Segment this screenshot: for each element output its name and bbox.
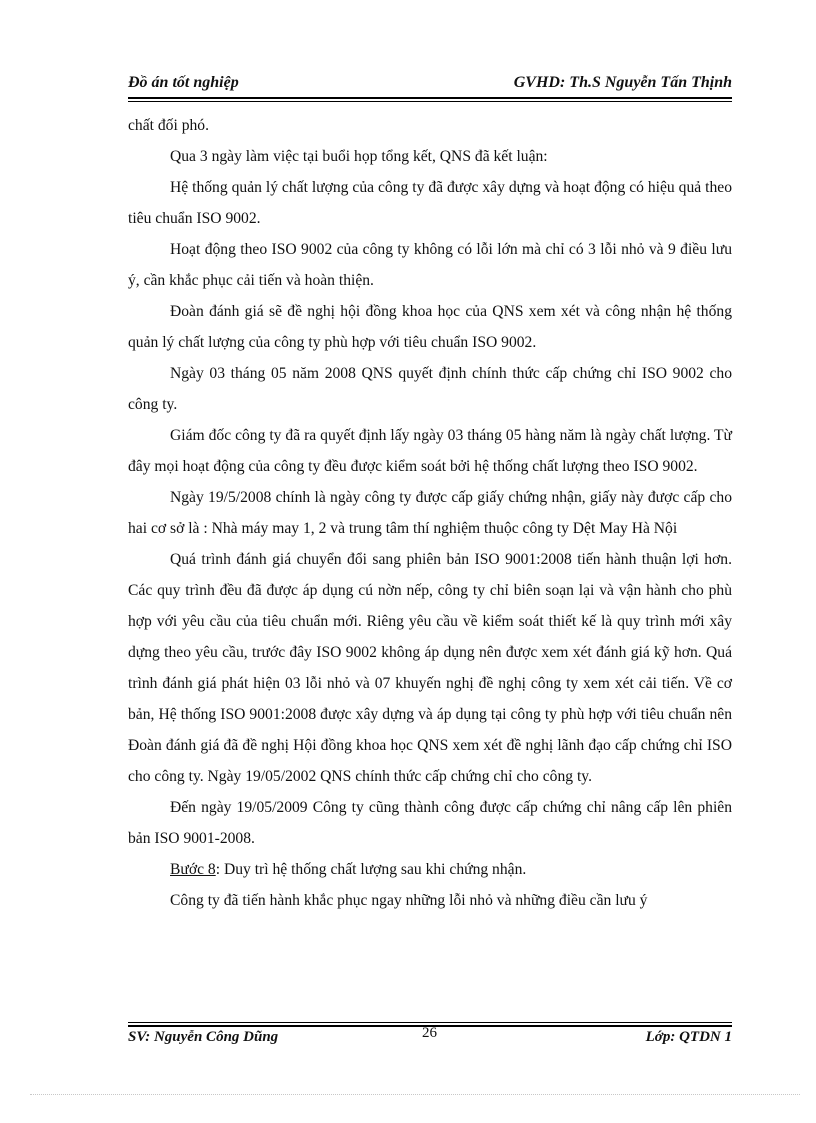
paragraph: Ngày 03 tháng 05 năm 2008 QNS quyết định chính thức cấp chứng chỉ ISO 9002 cho công ty. (128, 365, 732, 413)
paragraph: Qua 3 ngày làm việc tại buổi họp tổng kết, QNS đã kết luận: (170, 148, 548, 165)
paragraph: Hệ thống quản lý chất lượng của công ty đã được xây dựng và hoạt động có hiệu quả theo tiêu chuẩn ISO 9002. (128, 179, 732, 227)
paragraph: Đến ngày 19/05/2009 Công ty cũng thành công được cấp chứng chỉ nâng cấp lên phiên bản ISO 9001-2008. (128, 799, 732, 847)
step-heading (128, 854, 732, 885)
paragraph: Ngày 19/5/2008 chính là ngày công ty được cấp giấy chứng nhận, giấy này được cấp cho hai cơ sở là : Nhà máy may 1, 2 và trung tâm thí nghiệm thuộc công ty Dệt May Hà Nội (128, 489, 732, 537)
page-number: 26 (422, 1025, 437, 1041)
paragraph: Giám đốc công ty đã ra quyết định lấy ngày 03 tháng 05 hàng năm là ngày chất lượng. Từ đây mọi hoạt động của công ty đều được kiểm soát bởi hệ thống chất lượng theo ISO 9002. (128, 427, 732, 475)
header-divider (128, 97, 732, 99)
document-body (128, 110, 732, 916)
footer-divider-thin (128, 1022, 732, 1023)
header-supervisor: GVHD: Th.S Nguyễn Tấn Thịnh (513, 74, 732, 91)
paragraph: Hoạt động theo ISO 9002 của công ty không có lỗi lớn mà chỉ có 3 lỗi nhỏ và 9 điều lưu ý, cần khắc phục cải tiến và hoàn thiện. (128, 241, 732, 289)
paragraph: Công ty đã tiến hành khắc phục ngay những lỗi nhỏ và những điều cần lưu ý (170, 892, 648, 909)
paragraph: Quá trình đánh giá chuyển đổi sang phiên bản ISO 9001:2008 tiến hành thuận lợi hơn. Các quy trình đều đã được áp dụng cú nờn nếp, công ty chỉ biên soạn lại và vận hành cho phù hợp với yêu cầu của tiêu chuẩn mới. Riêng yêu cầu về kiểm soát thiết kế là quy trình mới xây dựng theo yêu cầu, trước đây ISO 9002 không áp dụng nên được xem xét đánh giá kỹ hơn. Quá trình đánh giá phát hiện 03 lỗi nhỏ và 07 khuyến nghị đề nghị công ty xem xét cải tiến. Về cơ bản, Hệ thống ISO 9001:2008 được xây dựng và áp dụng tại công ty phù hợp với tiêu chuẩn nên Đoàn đánh giá đã đề nghị Hội đồng khoa học QNS xem xét đề nghị lãnh đạo cấp chứng chỉ ISO cho công ty. Ngày 19/05/2002 QNS chính thức cấp chứng chỉ cho công ty. (128, 551, 732, 785)
paragraph: chất đối phó. (128, 117, 209, 134)
header-thesis-title: Đồ án tốt nghiệp (128, 74, 239, 91)
footer-class: Lớp: QTDN 1 (645, 1029, 732, 1045)
header-divider-thin (128, 101, 732, 102)
page-bottom-border (30, 1094, 800, 1095)
paragraph: Đoàn đánh giá sẽ đề nghị hội đồng khoa học của QNS xem xét và công nhận hệ thống quản lý chất lượng của công ty phù hợp với tiêu chuẩn ISO 9002. (128, 303, 732, 351)
step-label: Bước 8 (170, 861, 216, 878)
step-text: : Duy trì hệ thống chất lượng sau khi chứng nhận. (215, 861, 527, 878)
footer-student: SV: Nguyễn Công Dũng (128, 1029, 279, 1045)
page-footer (128, 1025, 732, 1053)
